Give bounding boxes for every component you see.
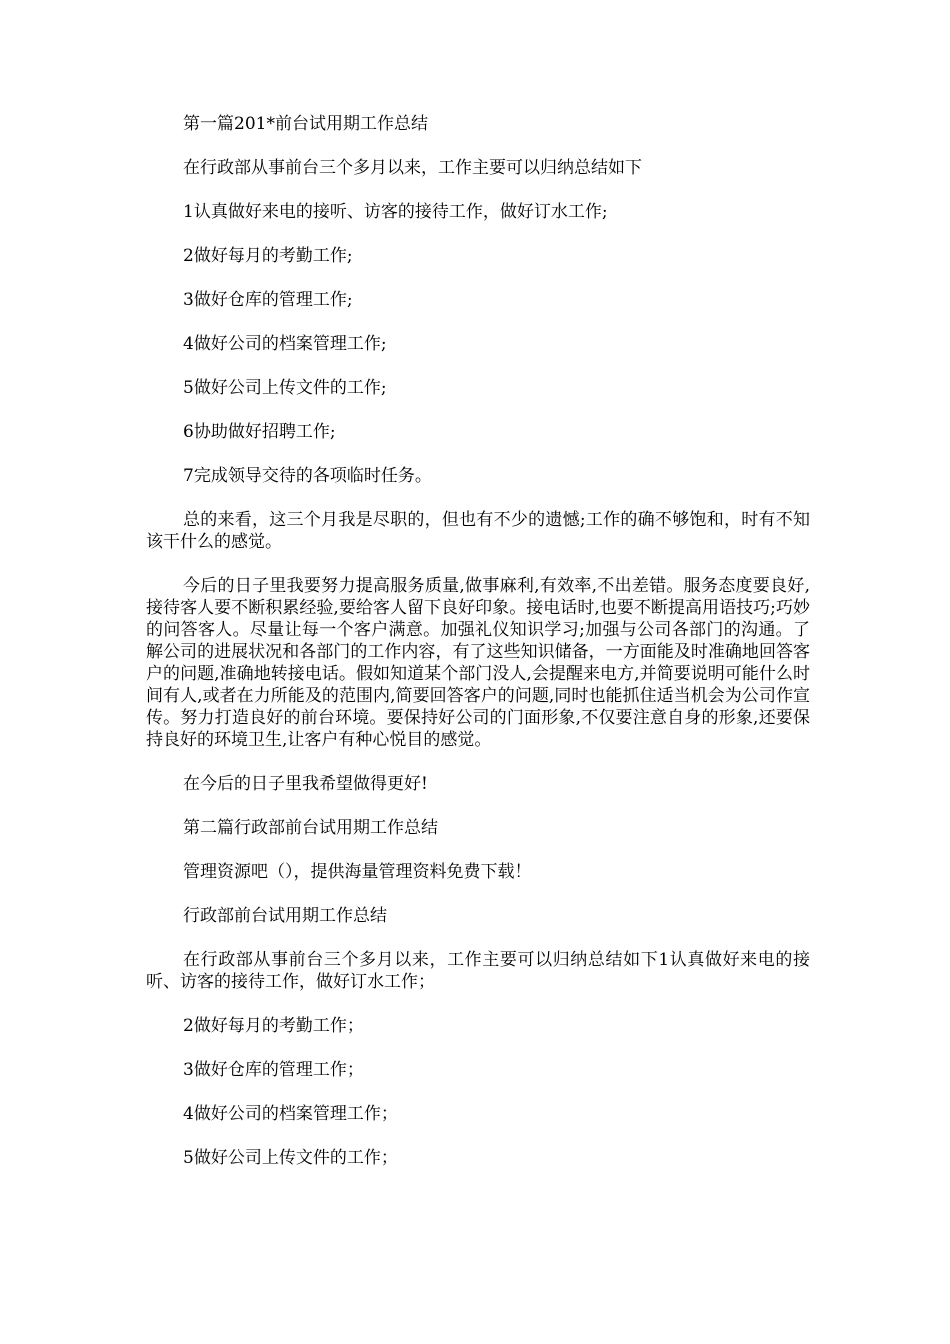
document-body: [146, 113, 810, 1191]
list-item: 1认真做好来电的接听、访客的接待工作，做好订水工作;: [183, 202, 608, 222]
section-heading-1: 第一篇201*前台试用期工作总结: [183, 114, 428, 134]
list-item: 7完成领导交待的各项临时任务。: [183, 466, 432, 486]
section-heading-2: 第二篇行政部前台试用期工作总结: [183, 818, 438, 838]
list-item: 4做好公司的档案管理工作；: [183, 1104, 398, 1124]
list-item: 2做好每月的考勤工作；: [183, 1016, 364, 1036]
list-item: 3做好仓库的管理工作;: [183, 290, 353, 310]
intro-paragraph: 在行政部从事前台三个多月以来，工作主要可以归纳总结如下: [183, 158, 642, 178]
closing-paragraph: 在今后的日子里我希望做得更好!: [183, 774, 428, 794]
list-item: 4做好公司的档案管理工作;: [183, 334, 387, 354]
subtitle: 行政部前台试用期工作总结: [183, 906, 387, 926]
plan-paragraph: 今后的日子里我要努力提高服务质量,做事麻利,有效率,不出差错。服务态度要良好,接待客人要不断积累经验,要给客人留下良好印象。接电话时,也要不断提高用语技巧;巧妙的问答客人。尽量让每一个客户满意。加强礼仪知识学习;加强与公司各部门的沟通。了解公司的进展状况和各部门的工作内容，有了这些知识储备，一方面能及时准确地回答客户的问题,准确地转接电话。假如知道某个部门没人,会提醒来电方,并简要说明可能什么时间有人,或者在力所能及的范围内,简要回答客户的问题,同时也能抓住适当机会为公司作宣传。努力打造良好的前台环境。要保持好公司的门面形象,不仅要注意自身的形象,还要保持良好的环境卫生,让客户有种心悦目的感觉。: [146, 576, 810, 750]
list-item: 5做好公司上传文件的工作;: [183, 378, 387, 398]
intro-paragraph: 在行政部从事前台三个多月以来，工作主要可以归纳总结如下1认真做好来电的接听、访客的接待工作，做好订水工作；: [146, 950, 810, 992]
list-item: 5做好公司上传文件的工作；: [183, 1148, 398, 1168]
list-item: 6协助做好招聘工作;: [183, 422, 336, 442]
list-item: 3做好仓库的管理工作；: [183, 1060, 364, 1080]
resource-note: 管理资源吧（），提供海量管理资料免费下载！: [183, 862, 532, 882]
list-item: 2做好每月的考勤工作;: [183, 246, 353, 266]
summary-paragraph: 总的来看，这三个月我是尽职的，但也有不少的遗憾;工作的确不够饱和，时有不知该干什么的感觉。: [146, 510, 810, 552]
